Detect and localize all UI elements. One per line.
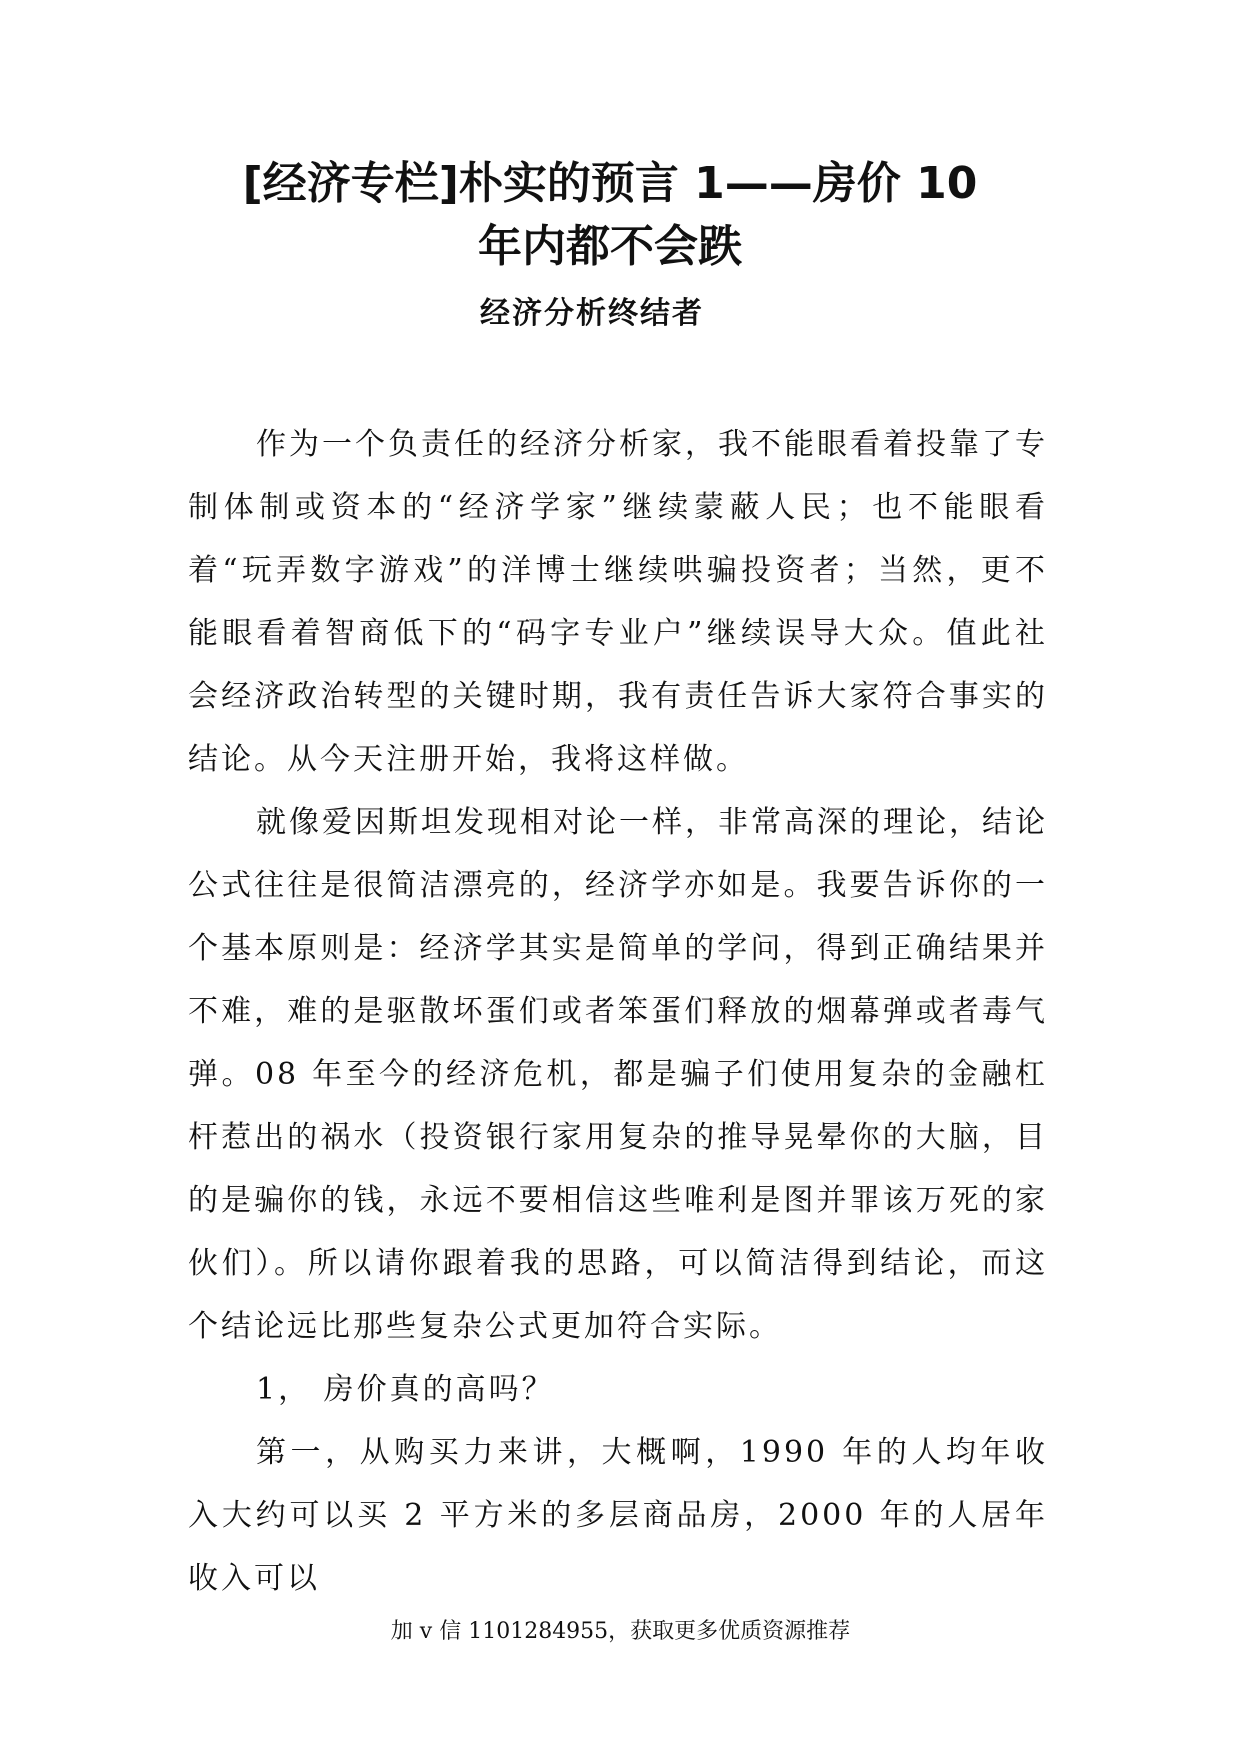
document-title-line-1: [经济专栏]朴实的预言 1——房价 10 (242, 158, 978, 209)
paragraph-principle: 就像爱因斯坦发现相对论一样，非常高深的理论，结论公式往往是很简洁漂亮的，经济学亦如是。我要告诉你的一个基本原则是：经济学其实是简单的学问，得到正确结果并不难，难的是驱散坏蛋们或者笨蛋们释放的烟幕弹或者毒气弹。08 年至今的经济危机，都是骗子们使用复杂的金融杠杆惹出的祸水（投资银行家用复杂的推导晃晕你的大脑，目的是骗你的钱，永远不要相信这些唯利是图并罪该万死的家伙们）。所以请你跟着我的思路，可以简洁得到结论，而这个结论远比那些复杂公式更加符合实际。 (188, 805, 1048, 1344)
author-name: 经济分析终结者 (480, 296, 704, 331)
paragraph-purchasing-power: 第一，从购买力来讲，大概啊，1990 年的人均年收入大约可以买 2 平方米的多层商品房，2000 年的人居年收入可以 (188, 1435, 1048, 1596)
paragraph-intro: 作为一个负责任的经济分析家，我不能眼看着投靠了专制体制或资本的“经济学家”继续蒙蔽人民；也不能眼看着“玩弄数字游戏”的洋博士继续哄骗投资者；当然，更不能眼看着智商低下的“码字专业户”继续误导大众。值此社会经济政治转型的关键时期，我有责任告诉大家符合事实的结论。从今天注册开始，我将这样做。 (188, 427, 1048, 777)
document-body (188, 413, 1048, 1610)
document-title-line-2: 年内都不会跌 (478, 221, 742, 272)
section-heading: 1， 房价真的高吗？ (256, 1372, 555, 1407)
page-footer: 加 v 信 1101284955，获取更多优质资源推荐 (390, 1619, 851, 1644)
